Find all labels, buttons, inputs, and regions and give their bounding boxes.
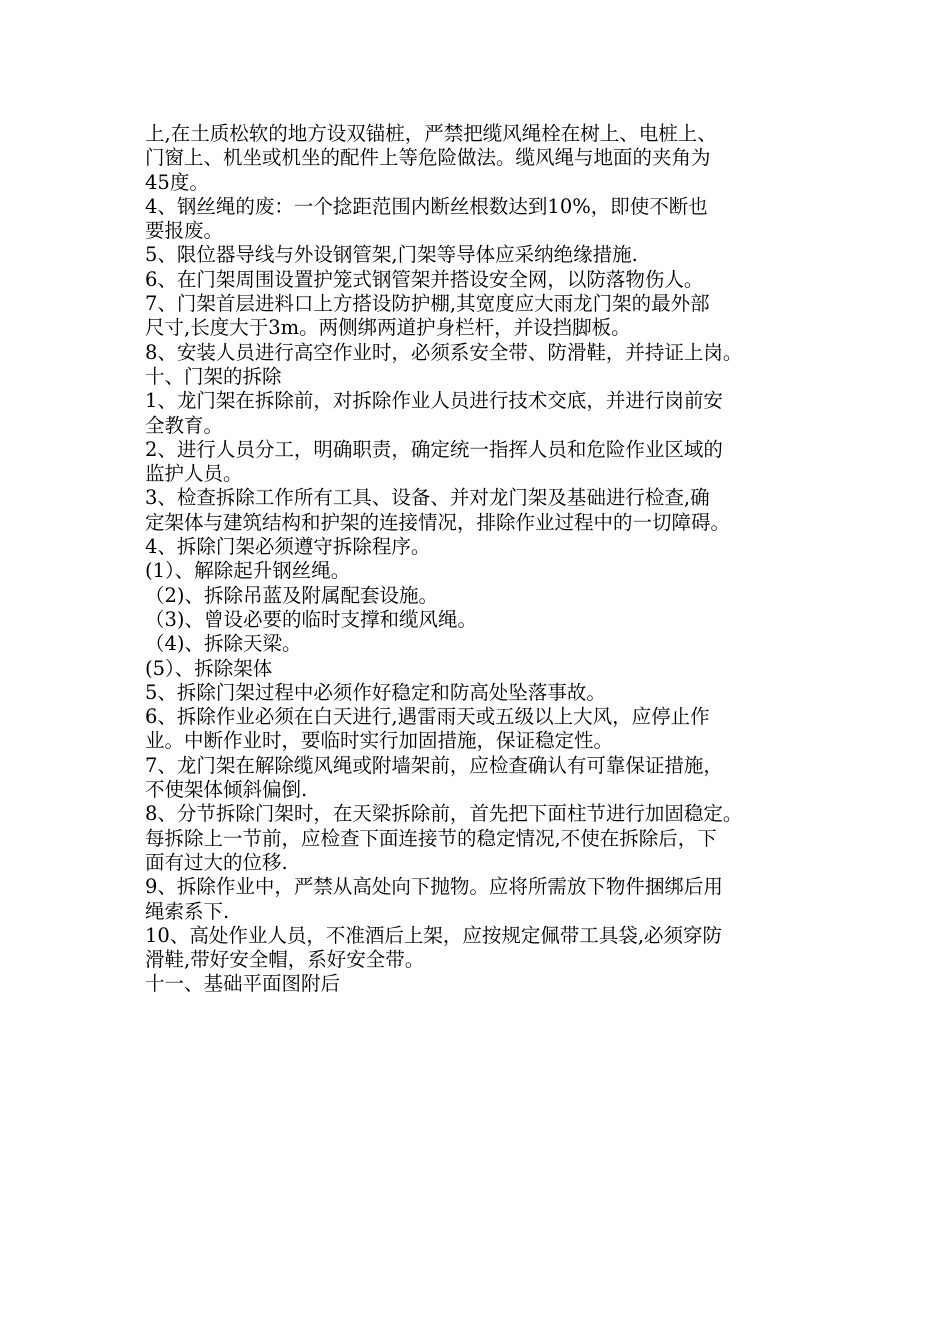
text-line: 6、拆除作业必须在白天进行,遇雷雨天或五级以上大风，应停止作 [145, 705, 710, 729]
text-line: 7、门架首层进料口上方搭设防护棚,其宽度应大雨龙门架的最外部 [145, 292, 710, 316]
text-line: 上,在土质松软的地方设双锚桩，严禁把缆风绳栓在树上、电桩上、 [145, 122, 717, 145]
text-line: 9、拆除作业中，严禁从高处向下抛物。应将所需放下物件捆绑后用 [145, 875, 723, 899]
text-line: 全教育。 [145, 413, 224, 437]
text-line: 面有过大的位移. [145, 850, 288, 874]
text-line: 5、拆除门架过程中必须作好稳定和防高处坠落事故。 [145, 680, 606, 704]
text-line: （3)、曾设必要的临时支撑和缆风绳。 [145, 607, 478, 631]
text-line: 每拆除上一节前，应检查下面连接节的稳定情况,不使在拆除后，下 [145, 826, 717, 850]
text-line: 4、钢丝绳的废：一个捻距范围内断丝根数达到10%，即使不断也 [145, 194, 708, 218]
text-line: 1、龙门架在拆除前，对拆除作业人员进行技术交底，并进行岗前安 [145, 389, 723, 413]
text-line: 10、高处作业人员，不准酒后上架，应按规定佩带工具袋,必须穿防 [145, 923, 723, 947]
text-line: 7、龙门架在解除缆风绳或附墙架前，应检查确认有可靠保证措施， [145, 753, 723, 777]
text-line: (1）、解除起升钢丝绳。 [145, 559, 351, 583]
text-line: 定架体与建筑结构和护架的连接情况，排除作业过程中的一切障碍。 [145, 510, 731, 534]
text-line: (5）、拆除架体 [145, 656, 273, 680]
section-heading: 十一、基础平面图附后 [145, 972, 341, 996]
text-line: 45度。 [145, 170, 209, 194]
text-line: 8、分节拆除门架时，在天梁拆除前，首先把下面柱节进行加固稳定。 [145, 802, 743, 826]
text-line: 要报废。 [145, 219, 224, 243]
text-line: 监护人员。 [145, 462, 243, 486]
text-line: 6、在门架周围设置护笼式钢管架并搭设安全网，以防落物伤人。 [145, 267, 704, 291]
text-line: 尺寸,长度大于3m。两侧绑两道护身栏杆，并设挡脚板。 [145, 316, 631, 340]
text-line: 不使架体倾斜偏倒. [145, 778, 308, 802]
text-line: 8、安装人员进行高空作业时，必须系安全带、防滑鞋，并持证上岗。 [145, 340, 743, 364]
text-line: 3、检查拆除工作所有工具、设备、并对龙门架及基础进行检查,确 [145, 486, 710, 510]
section-heading: 十、门架的拆除 [145, 364, 282, 388]
text-line: 4、拆除门架必须遵守拆除程序。 [145, 535, 431, 559]
text-line: 业。中断作业时，要临时实行加固措施，保证稳定性。 [145, 729, 614, 753]
document-body [145, 122, 817, 997]
text-line: （4)、拆除天梁。 [145, 632, 302, 656]
text-line: 门窗上、机坐或机坐的配件上等危险做法。缆风绳与地面的夹角为 [145, 146, 711, 170]
text-line: （2)、拆除吊蓝及附属配套设施。 [145, 583, 439, 607]
text-line: 绳索系下. [145, 899, 230, 923]
text-line: 5、限位器导线与外设钢管架,门架等导体应采纳绝缘措施. [145, 243, 638, 267]
text-line: 2、进行人员分工，明确职责，确定统一指挥人员和危险作业区域的 [145, 437, 723, 461]
text-line: 滑鞋,带好安全帽，系好安全带。 [145, 948, 425, 972]
